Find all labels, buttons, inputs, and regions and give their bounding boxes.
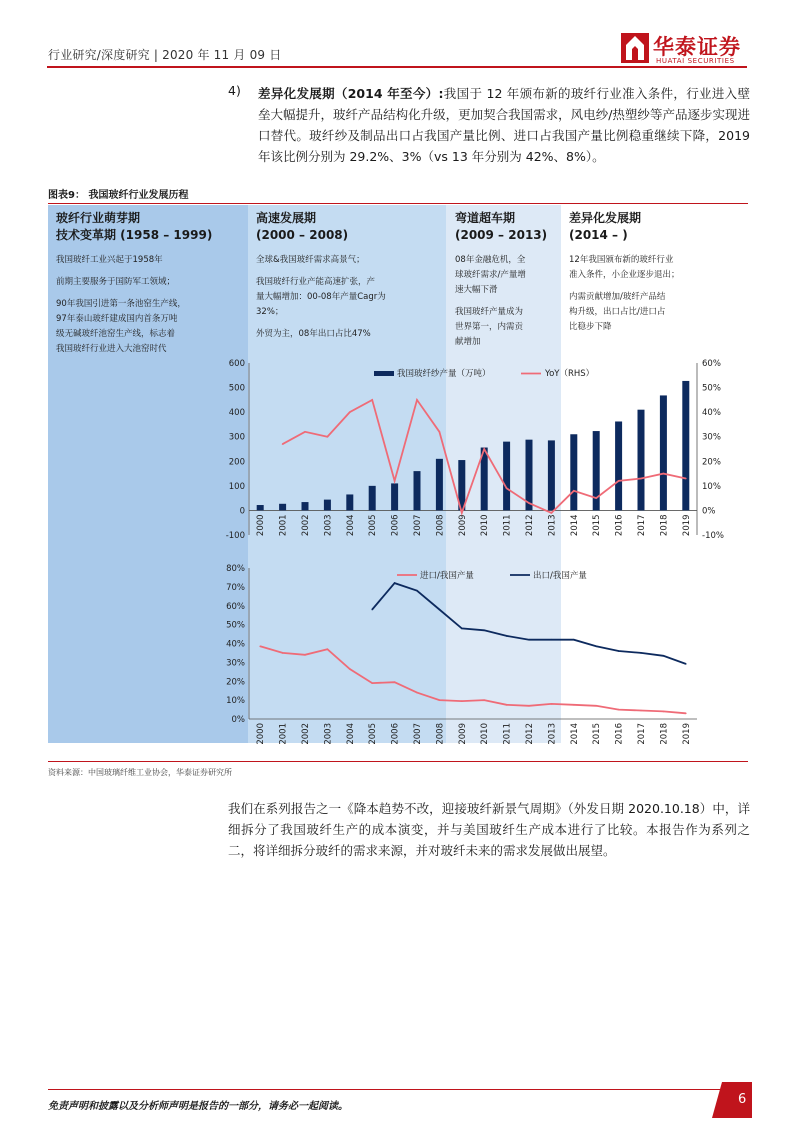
bar xyxy=(548,440,555,510)
export-ratio-point xyxy=(394,582,396,584)
bar xyxy=(391,483,398,510)
export-ratio-point xyxy=(416,590,418,592)
export-ratio-point xyxy=(528,639,530,641)
bar xyxy=(615,421,622,510)
phase-4-title: 差异化发展期 xyxy=(569,211,642,225)
legend-label-line: YoY（RHS） xyxy=(545,369,595,379)
x-tick-label: 2008 xyxy=(435,723,446,745)
phase-4-line: 内需贡献增加/玻纤产品结 xyxy=(569,292,666,302)
import-ratio-point xyxy=(595,705,597,707)
footer-divider xyxy=(48,1089,748,1090)
bar xyxy=(324,500,331,511)
export-ratio-point xyxy=(640,652,642,654)
phase-1-title: 玻纤行业萌芽期 xyxy=(56,211,141,225)
figure-top-divider xyxy=(48,203,748,204)
yoy-point xyxy=(506,488,508,490)
import-ratio-point xyxy=(573,704,575,706)
body-paragraph: 我们在系列报告之一《降本趋势不改，迎接玻纤新景气周期》（外发日期 2020.10.18）中，详细拆分了我国玻纤生产的成本演变，并与美国玻纤生产成本进行了比较。本报告作为系列之二，将详细拆分玻纤的需求来源，并对玻纤未来的需求发展做出展望。 xyxy=(228,801,750,858)
phase-1 xyxy=(56,210,244,357)
intro-body: 我国于 12 年颁布新的玻纤行业准入条件，行业进入壁垒大幅提升，玻纤产品结构化升级，更加契合我国需求，风电纱/热塑纱等产品逐步实现进口替代。玻纤纱及制品出口占我国产量比例、进口占我国产量比例稳重继续下降，2019 年该比例分别为 29.2%、3%（vs 13 年分别为 42%、8%）。 xyxy=(258,86,750,164)
bar xyxy=(369,486,376,511)
bar xyxy=(526,440,533,511)
x-tick-label: 2007 xyxy=(413,514,423,537)
x-tick-label: 2012 xyxy=(525,514,535,537)
y-tick-label-left: 400 xyxy=(228,408,245,419)
export-ratio-point xyxy=(663,655,665,657)
y-tick-label: 40% xyxy=(226,639,245,650)
x-tick-label: 2002 xyxy=(301,723,311,745)
phase-1-line: 级无碱玻纤池窑生产线，标志着 xyxy=(56,329,176,339)
x-tick-label: 2000 xyxy=(256,514,267,537)
phase-1-line: 前期主要服务于国防军工领域； xyxy=(56,277,176,287)
legend-label-export: 出口/我国产量 xyxy=(533,571,587,581)
x-tick-label: 2019 xyxy=(681,723,692,745)
yoy-point xyxy=(282,443,284,445)
x-tick-label: 2002 xyxy=(301,514,311,537)
phase-2-line: 32%； xyxy=(256,307,284,317)
import-ratio-point xyxy=(349,668,351,670)
import-ratio-point xyxy=(327,648,329,650)
import-ratio-line xyxy=(260,646,686,713)
legend-label-bar: 我国玻纤纱产量（万吨） xyxy=(397,369,491,379)
phase-3-line: 献增加 xyxy=(455,337,481,347)
yoy-point xyxy=(685,478,687,480)
bar xyxy=(414,471,421,510)
import-ratio-point xyxy=(371,682,373,684)
phase-1-line: 97年泰山玻纤建成国内首条万吨 xyxy=(56,314,178,324)
import-ratio-point xyxy=(304,654,306,656)
phase-1-period: 技术变革期 (1958 – 1999) xyxy=(56,228,213,242)
yoy-point xyxy=(528,502,530,504)
x-tick-label: 2012 xyxy=(525,723,535,745)
x-tick-label: 2003 xyxy=(323,514,334,537)
yoy-point xyxy=(304,431,306,433)
phase-4-line: 准入条件，小企业逐步退出； xyxy=(569,270,680,280)
export-ratio-line xyxy=(372,583,686,664)
yoy-point xyxy=(483,448,485,450)
import-ratio-point xyxy=(439,699,441,701)
import-ratio-point xyxy=(685,713,687,715)
x-tick-label: 2005 xyxy=(368,514,379,537)
phase-1-line: 90年我国引进第一条池窑生产线， xyxy=(56,299,186,309)
phase-3-line: 球玻纤需求/产量增 xyxy=(455,270,526,280)
y-tick-label: 60% xyxy=(226,601,245,612)
x-tick-label: 2010 xyxy=(480,514,491,537)
x-tick-label: 2003 xyxy=(323,723,334,745)
y-tick-label: 80% xyxy=(226,564,245,574)
x-tick-label: 2015 xyxy=(592,514,603,537)
y-tick-label-right: 0% xyxy=(702,506,716,517)
export-ratio-point xyxy=(461,628,463,630)
y-tick-label-right: -10% xyxy=(702,531,724,541)
phase-4 xyxy=(569,210,745,335)
header-divider xyxy=(47,66,747,68)
import-ratio-point xyxy=(618,709,620,711)
export-ratio-point xyxy=(483,629,485,631)
x-tick-label: 2011 xyxy=(502,723,513,745)
phase-3-line: 速大幅下滑 xyxy=(455,285,498,295)
import-ratio-point xyxy=(663,711,665,713)
yoy-point xyxy=(595,497,597,499)
x-tick-label: 2016 xyxy=(614,723,625,745)
bar xyxy=(503,442,510,511)
figure-source: 资料来源：中国玻璃纤维工业协会，华泰证券研究所 xyxy=(48,768,232,777)
bar xyxy=(257,505,264,510)
y-tick-label: 0% xyxy=(231,715,245,725)
bar xyxy=(436,459,443,511)
x-tick-label: 2009 xyxy=(457,723,468,745)
yoy-point xyxy=(371,399,373,401)
x-tick-label: 2001 xyxy=(278,514,289,537)
source-divider xyxy=(48,761,748,762)
phase-2-line: 量大幅增加：00-08年产量Cagr为 xyxy=(256,292,386,302)
phase-2-period: (2000 – 2008) xyxy=(256,228,349,242)
x-tick-label: 2006 xyxy=(390,723,401,745)
legend-label-import: 进口/我国产量 xyxy=(420,571,474,581)
x-tick-label: 2008 xyxy=(435,514,446,537)
x-tick-label: 2019 xyxy=(681,514,692,537)
phase-4-line: 12年我国颁布新的玻纤行业 xyxy=(569,255,674,265)
yoy-point xyxy=(551,512,553,514)
import-ratio-point xyxy=(551,703,553,705)
y-tick-label: 10% xyxy=(226,696,245,707)
phase-3-title: 弯道超车期 xyxy=(455,211,516,225)
trade-ratio-chart xyxy=(200,560,748,750)
x-tick-label: 2013 xyxy=(547,514,558,537)
export-ratio-point xyxy=(506,635,508,637)
bar xyxy=(660,395,667,510)
import-ratio-point xyxy=(282,652,284,654)
bar xyxy=(638,410,645,511)
x-tick-label: 2018 xyxy=(659,723,670,745)
x-tick-label: 2011 xyxy=(502,514,513,537)
yoy-point xyxy=(439,431,441,433)
yoy-point xyxy=(640,478,642,480)
yoy-point xyxy=(349,411,351,413)
brand-name-cn: 华泰证券 xyxy=(653,35,741,59)
export-ratio-point xyxy=(439,609,441,611)
x-tick-label: 2004 xyxy=(345,514,356,537)
export-ratio-point xyxy=(595,646,597,648)
production-chart xyxy=(200,355,748,550)
list-number: 4) xyxy=(228,83,241,98)
phase-3-line: 世界第一，内需贡 xyxy=(455,322,524,332)
phase-4-period: (2014 – ) xyxy=(569,228,628,242)
page-number: 6 xyxy=(738,1092,747,1107)
import-ratio-point xyxy=(461,700,463,702)
disclaimer: 免责声明和披露以及分析师声明是报告的一部分，请务必一起阅读。 xyxy=(48,1101,348,1112)
x-tick-label: 2017 xyxy=(637,723,647,745)
intro-title: 差异化发展期（2014 年至今）: xyxy=(258,86,444,101)
y-tick-label-right: 30% xyxy=(702,432,721,443)
phase-2-title: 高速发展期 xyxy=(256,211,317,225)
y-tick-label-left: 300 xyxy=(228,432,245,443)
phase-1-line: 我国玻纤行业进入大池窑时代 xyxy=(56,344,167,354)
phase-3-line: 我国玻纤产量成为 xyxy=(455,307,524,317)
bar xyxy=(346,494,353,510)
y-tick-label-left: 200 xyxy=(228,457,245,468)
bar xyxy=(570,434,577,510)
phase-2-line: 全球&我国玻纤需求高景气； xyxy=(256,255,365,265)
yoy-point xyxy=(416,399,418,401)
yoy-point xyxy=(573,490,575,492)
y-tick-label: 50% xyxy=(226,620,245,631)
y-tick-label-right: 40% xyxy=(702,408,721,419)
phase-3 xyxy=(455,210,559,350)
x-tick-label: 2004 xyxy=(345,723,356,745)
import-ratio-point xyxy=(506,704,508,706)
x-tick-label: 2017 xyxy=(637,514,647,537)
x-tick-label: 2006 xyxy=(390,514,401,537)
bar xyxy=(302,502,309,510)
export-ratio-point xyxy=(618,650,620,652)
x-tick-label: 2014 xyxy=(569,514,580,537)
x-tick-label: 2009 xyxy=(457,514,468,537)
bar xyxy=(682,381,689,510)
import-ratio-point xyxy=(394,681,396,683)
phase-3-line: 08年金融危机，全 xyxy=(455,255,526,265)
x-tick-label: 2018 xyxy=(659,514,670,537)
x-tick-label: 2005 xyxy=(368,723,379,745)
import-ratio-point xyxy=(483,699,485,701)
y-tick-label-right: 20% xyxy=(702,457,721,468)
y-tick-label-right: 10% xyxy=(702,481,721,492)
yoy-point xyxy=(663,473,665,475)
export-ratio-point xyxy=(573,639,575,641)
phase-2-line: 我国玻纤行业产能高速扩张，产 xyxy=(256,277,376,287)
y-tick-label-left: 0 xyxy=(239,506,245,517)
yoy-point xyxy=(461,512,463,514)
x-tick-label: 2000 xyxy=(256,723,267,745)
import-ratio-point xyxy=(640,710,642,712)
y-tick-label-left: -100 xyxy=(225,531,245,541)
report-header: 行业研究/深度研究 | 2020 年 11 月 09 日 xyxy=(48,48,282,62)
phase-2 xyxy=(256,210,442,342)
y-tick-label-left: 600 xyxy=(228,359,245,369)
yoy-point xyxy=(618,480,620,482)
x-tick-label: 2016 xyxy=(614,514,625,537)
figure-title: 图表9： 我国玻纤行业发展历程 xyxy=(48,190,189,201)
y-tick-label-right: 50% xyxy=(702,383,721,394)
brand-name-en: HUATAI SECURITIES xyxy=(656,57,735,65)
import-ratio-point xyxy=(528,705,530,707)
y-tick-label: 20% xyxy=(226,677,245,688)
legend-swatch-bar xyxy=(374,371,394,376)
phase-3-period: (2009 – 2013) xyxy=(455,228,548,242)
phase-1-line: 我国玻纤工业兴起于1958年 xyxy=(56,255,163,265)
x-tick-label: 2007 xyxy=(413,723,423,745)
bar xyxy=(279,504,286,511)
y-tick-label-left: 100 xyxy=(228,481,245,492)
x-tick-label: 2010 xyxy=(480,723,491,745)
x-tick-label: 2015 xyxy=(592,723,603,745)
intro-paragraph xyxy=(258,83,750,167)
phase-4-line: 构升级，出口占比/进口占 xyxy=(569,307,666,317)
export-ratio-point xyxy=(685,663,687,665)
y-tick-label-left: 500 xyxy=(228,383,245,394)
import-ratio-point xyxy=(416,692,418,694)
x-tick-label: 2001 xyxy=(278,723,289,745)
phase-2-line: 外贸为主，08年出口占比47% xyxy=(256,329,371,339)
huatai-logo-icon xyxy=(621,33,649,63)
phase-4-line: 比稳步下降 xyxy=(569,322,612,332)
y-tick-label-right: 60% xyxy=(702,359,721,369)
y-tick-label: 70% xyxy=(226,582,245,593)
x-tick-label: 2014 xyxy=(569,723,580,745)
yoy-point xyxy=(394,480,396,482)
yoy-point xyxy=(327,436,329,438)
export-ratio-point xyxy=(371,609,373,611)
y-tick-label: 30% xyxy=(226,658,245,669)
x-tick-label: 2013 xyxy=(547,723,558,745)
export-ratio-point xyxy=(551,639,553,641)
import-ratio-point xyxy=(259,646,261,648)
